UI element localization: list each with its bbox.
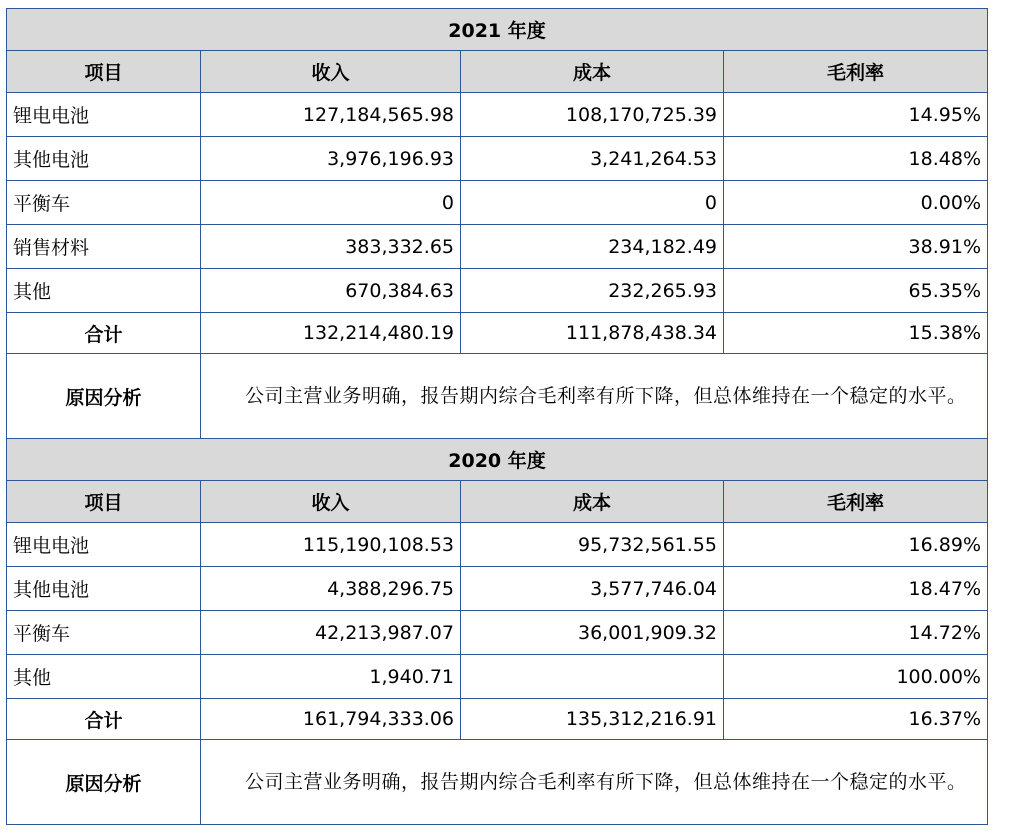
row-value-cell: 0.00% xyxy=(724,181,988,225)
column-header: 收入 xyxy=(201,481,461,523)
row-value-cell: 3,976,196.93 xyxy=(201,137,461,181)
row-value-cell: 36,001,909.32 xyxy=(461,611,724,655)
reason-text: 公司主营业务明确，报告期内综合毛利率有所下降，但总体维持在一个稳定的水平。 xyxy=(201,354,988,439)
reason-label: 原因分析 xyxy=(7,740,201,825)
row-value-cell: 100.00% xyxy=(724,655,988,699)
row-value-cell: 4,388,296.75 xyxy=(201,567,461,611)
total-value-cell: 161,794,333.06 xyxy=(201,699,461,740)
row-value-cell: 65.35% xyxy=(724,269,988,313)
reason-row xyxy=(7,740,988,825)
column-header: 收入 xyxy=(201,51,461,93)
row-item-name: 平衡车 xyxy=(7,611,201,655)
row-value-cell: 14.95% xyxy=(724,93,988,137)
row-value-cell: 1,940.71 xyxy=(201,655,461,699)
row-value-cell: 383,332.65 xyxy=(201,225,461,269)
row-value-cell: 3,577,746.04 xyxy=(461,567,724,611)
table-row xyxy=(7,567,988,611)
total-value-cell: 132,214,480.19 xyxy=(201,313,461,354)
row-value-cell: 3,241,264.53 xyxy=(461,137,724,181)
row-item-name: 平衡车 xyxy=(7,181,201,225)
total-row xyxy=(7,699,988,740)
reason-row xyxy=(7,354,988,439)
table-row xyxy=(7,225,988,269)
table-row xyxy=(7,269,988,313)
row-item-name: 锂电电池 xyxy=(7,523,201,567)
table-row xyxy=(7,93,988,137)
total-label: 合计 xyxy=(7,313,201,354)
row-value-cell: 95,732,561.55 xyxy=(461,523,724,567)
row-value-cell: 0 xyxy=(461,181,724,225)
column-header: 成本 xyxy=(461,51,724,93)
row-value-cell: 234,182.49 xyxy=(461,225,724,269)
year-title-row xyxy=(7,439,988,481)
row-value-cell: 42,213,987.07 xyxy=(201,611,461,655)
total-value-cell: 15.38% xyxy=(724,313,988,354)
row-value-cell: 18.48% xyxy=(724,137,988,181)
row-value-cell: 670,384.63 xyxy=(201,269,461,313)
table-row xyxy=(7,611,988,655)
table-body xyxy=(7,9,988,825)
column-header: 毛利率 xyxy=(724,481,988,523)
total-value-cell: 111,878,438.34 xyxy=(461,313,724,354)
year-title: 2020 年度 xyxy=(7,439,988,481)
row-item-name: 锂电电池 xyxy=(7,93,201,137)
row-value-cell: 14.72% xyxy=(724,611,988,655)
column-header-row xyxy=(7,481,988,523)
row-value-cell: 0 xyxy=(201,181,461,225)
row-item-name: 销售材料 xyxy=(7,225,201,269)
row-item-name: 其他电池 xyxy=(7,567,201,611)
row-value-cell: 16.89% xyxy=(724,523,988,567)
year-title: 2021 年度 xyxy=(7,9,988,51)
total-value-cell: 16.37% xyxy=(724,699,988,740)
year-title-row xyxy=(7,9,988,51)
table-row xyxy=(7,137,988,181)
row-value-cell: 232,265.93 xyxy=(461,269,724,313)
column-header: 项目 xyxy=(7,51,201,93)
table-row xyxy=(7,523,988,567)
table-row xyxy=(7,655,988,699)
row-value-cell: 38.91% xyxy=(724,225,988,269)
column-header: 毛利率 xyxy=(724,51,988,93)
row-value-cell: 18.47% xyxy=(724,567,988,611)
row-item-name: 其他 xyxy=(7,269,201,313)
row-value-cell: 127,184,565.98 xyxy=(201,93,461,137)
row-value-cell: 108,170,725.39 xyxy=(461,93,724,137)
column-header-row xyxy=(7,51,988,93)
column-header: 成本 xyxy=(461,481,724,523)
total-row xyxy=(7,313,988,354)
table-row xyxy=(7,181,988,225)
row-item-name: 其他 xyxy=(7,655,201,699)
total-label: 合计 xyxy=(7,699,201,740)
reason-text: 公司主营业务明确，报告期内综合毛利率有所下降，但总体维持在一个稳定的水平。 xyxy=(201,740,988,825)
row-value-cell xyxy=(461,655,724,699)
row-value-cell: 115,190,108.53 xyxy=(201,523,461,567)
column-header: 项目 xyxy=(7,481,201,523)
row-item-name: 其他电池 xyxy=(7,137,201,181)
total-value-cell: 135,312,216.91 xyxy=(461,699,724,740)
reason-label: 原因分析 xyxy=(7,354,201,439)
gross-margin-table xyxy=(6,8,988,825)
